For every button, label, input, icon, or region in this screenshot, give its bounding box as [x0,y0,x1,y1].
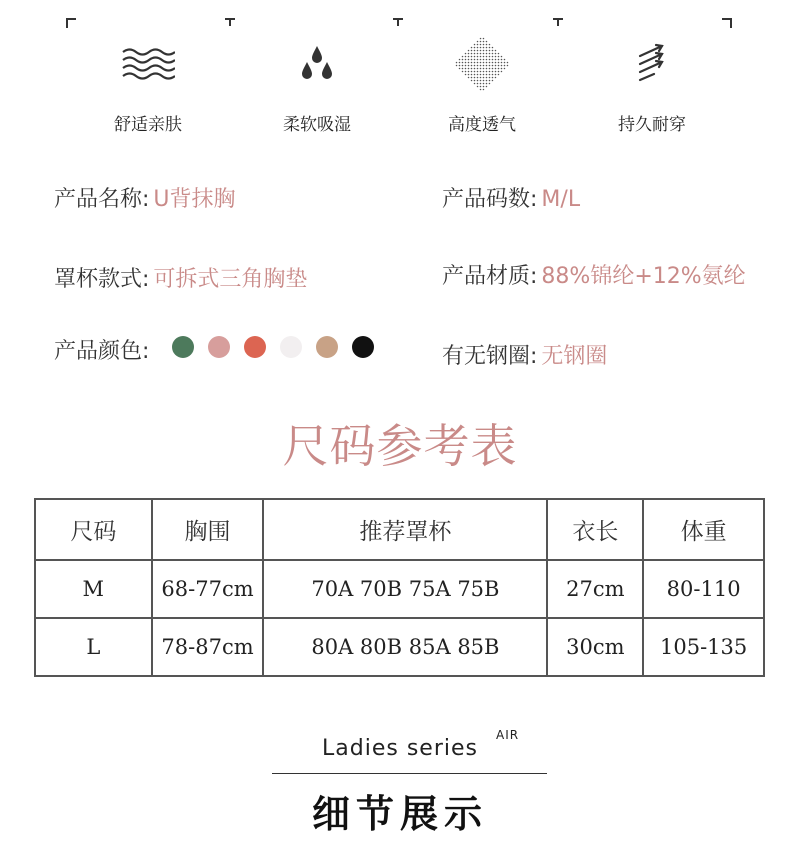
property-value: 可拆式三角胸垫 [153,267,308,292]
table-header-cell: 胸围 [152,499,264,560]
feature-label: 高度透气 [448,115,516,135]
property-label: 产品码数: [442,187,538,212]
table-row [35,560,764,618]
feature-durable [582,36,722,135]
color-swatch [244,336,266,358]
table-cell: 80A 80B 85A 85B [263,618,547,676]
table-cell: 27cm [547,560,643,618]
table-cell: L [35,618,152,676]
series-text: Ladies series [322,736,478,761]
table-row [35,618,764,676]
feature-label: 舒适亲肤 [114,115,182,135]
section-title: 细节展示 [311,792,488,836]
feature-softness [247,36,387,135]
water-drops-icon [247,36,387,92]
product-cup-style [54,262,307,293]
color-swatch [316,336,338,358]
corner-mark [553,18,563,26]
table-header-cell: 尺码 [35,499,152,560]
corner-mark [722,18,732,28]
wave-icon [78,36,218,92]
color-swatch [208,336,230,358]
color-swatch [172,336,194,358]
property-value: M/L [541,187,581,212]
air-superscript: AIR [496,728,520,742]
table-cell: M [35,560,152,618]
property-value: 无钢圈 [541,344,608,369]
product-size [442,182,580,213]
property-value: 88%锦纶+12%氨纶 [541,264,746,289]
table-cell: 68-77cm [152,560,264,618]
property-value: U背抹胸 [153,187,236,212]
feature-breathable [412,36,552,135]
feature-label: 柔软吸湿 [283,115,351,135]
property-label: 产品名称: [54,187,150,212]
corner-mark [393,18,403,26]
table-header-row [35,499,764,560]
color-swatch [352,336,374,358]
color-swatches [172,336,374,358]
table-header-cell: 体重 [643,499,764,560]
product-name [54,182,236,213]
table-cell: 80-110 [643,560,764,618]
product-wire [442,339,607,370]
feature-comfort [78,36,218,135]
property-label: 罩杯款式: [54,267,150,292]
mesh-dots-icon [412,36,552,92]
property-label: 有无钢圈: [442,344,538,369]
table-header-cell: 推荐罩杯 [263,499,547,560]
table-cell: 105-135 [643,618,764,676]
table-cell: 70A 70B 75A 75B [263,560,547,618]
table-cell: 78-87cm [152,618,264,676]
property-label: 产品颜色: [54,339,150,364]
table-header-cell: 衣长 [547,499,643,560]
feature-label: 持久耐穿 [618,115,686,135]
size-chart-title: 尺码参考表 [282,419,518,473]
product-material [442,259,746,290]
product-color [54,334,149,365]
property-label: 产品材质: [442,264,538,289]
divider [272,773,547,774]
color-swatch [280,336,302,358]
table-cell: 30cm [547,618,643,676]
size-table [34,498,765,677]
corner-mark [66,18,76,28]
corner-mark [225,18,235,26]
arrows-icon [582,36,722,92]
